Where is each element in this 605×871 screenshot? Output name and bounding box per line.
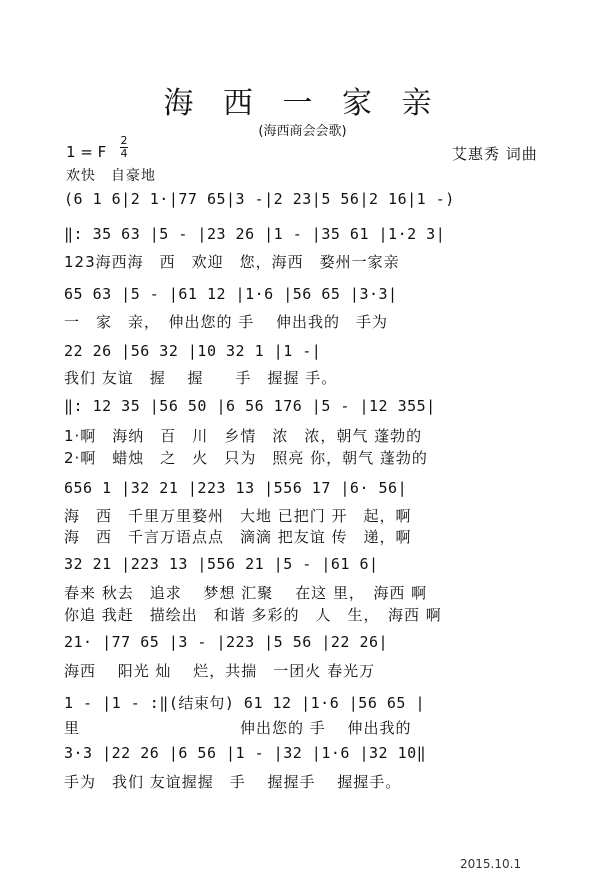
line6-lyrics-verse1: 春来 秋去 追求 梦想 汇聚 在这 里， 海西 啊 — [64, 584, 428, 602]
line3-notes: 22 26 |56 32 |10 32 1 |1 -| — [64, 342, 322, 360]
song-title: 海 西 一 家 亲 — [163, 86, 442, 121]
line6-lyrics-verse2: 你追 我赶 描绘出 和谐 多彩的 人 生， 海西 啊 — [64, 606, 442, 624]
line6-notes: 32 21 |223 13 |556 21 |5 - |61 6| — [64, 555, 379, 573]
line1-notes: ‖: 35 63 |5 - |23 26 |1 - |35 61 |1·2 3| — [64, 225, 446, 243]
line5-lyrics-verse2: 海 西 千言万语点点 滴滴 把友谊 传 递，啊 — [64, 528, 412, 546]
line2-lyrics: 一 家 亲， 伸出您的 手 伸出我的 手为 — [64, 313, 389, 331]
line8-lyrics: 里 伸出您的 手 伸出我的 — [64, 719, 412, 737]
line9-notes: 3·3 |22 26 |6 56 |1 - |32 |1·6 |32 10‖ — [64, 744, 427, 762]
line4-notes: ‖: 12 35 |56 50 |6 56 176 |5 - |12 355| — [64, 397, 436, 415]
line4-lyrics-verse2: 2·啊 蜡烛 之 火 只为 照亮 你，朝气 蓬勃的 — [64, 449, 428, 467]
tempo-marking: 欢快 自豪地 — [66, 168, 156, 184]
time-signature — [120, 136, 128, 159]
line9-lyrics: 手为 我们 友谊握握 手 握握手 握握手。 — [64, 773, 402, 791]
line5-notes: 656 1 |32 21 |223 13 |556 17 |6· 56| — [64, 479, 408, 497]
line7-lyrics: 海西 阳光 灿 烂，共揣 一团火 春光万 — [64, 662, 376, 680]
line3-lyrics: 我们 友谊 握 握 手 握握 手。 — [64, 369, 338, 387]
line1-lyrics: 123海西海 西 欢迎 您，海西 婺州一家亲 — [64, 253, 400, 271]
composer-credit: 艾惠秀 词曲 — [452, 145, 538, 163]
song-subtitle: (海西商会会歌) — [258, 124, 347, 139]
line5-lyrics-verse1: 海 西 千里万里婺州 大地 已把门 开 起，啊 — [64, 507, 412, 525]
line4-lyrics-verse1: 1·啊 海纳 百 川 乡情 浓 浓，朝气 蓬勃的 — [64, 427, 423, 445]
prelude-notes: (6 1 6|2 1·|77 65|3 -|2 23|5 56|2 16|1 -) — [64, 190, 455, 208]
key-signature: 1 = F — [66, 143, 107, 161]
time-signature-bottom: 4 — [120, 147, 128, 160]
line8-notes: 1 - |1 - :‖(结束句) 61 12 |1·6 |56 65 | — [64, 694, 426, 712]
date-stamp: 2015.10.1 — [460, 857, 522, 871]
line7-notes: 21· |77 65 |3 - |223 |5 56 |22 26| — [64, 633, 389, 651]
time-signature-top: 2 — [120, 134, 128, 147]
line2-notes: 65 63 |5 - |61 12 |1·6 |56 65 |3·3| — [64, 285, 398, 303]
